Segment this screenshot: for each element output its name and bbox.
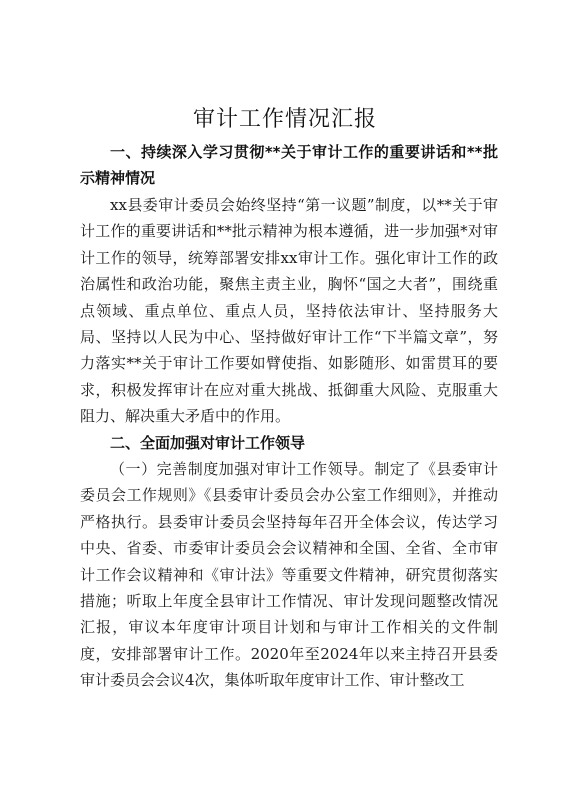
- section-heading-2: 二、全面加强对审计工作领导: [110, 434, 306, 452]
- document-title: 审计工作情况汇报: [192, 107, 377, 132]
- section-heading-1: 一、持续深入学习贯彻**关于审计工作的重要讲话和**批示精神情况: [80, 143, 498, 188]
- section-paragraph-1: xx县委审计委员会始终坚持“第一议题”制度，以**关于审计工作的重要讲话和**批示精神为根本遵循，进一步加强*对审计工作的领导，统筹部署安排xx审计工作。强化审计工作的政治属性和政治功能，聚焦主责主业，胸怀“国之大者”，围绕重点领域、重点单位、重点人员，坚持依法审计、坚持服务大局、坚持以人民为中心、坚持做好审计工作“下半篇文章”，努力落实**关于审计工作要如臂使指、如影随形、如雷贯耳的要求，积极发挥审计在应对重大挑战、抵御重大风险、克服重大阻力、解决重大矛盾中的作用。: [80, 196, 498, 426]
- section-paragraph-2: （一）完善制度加强对审计工作领导。制定了《县委审计委员会工作规则》《县委审计委员会办公室工作细则》，并推动严格执行。县委审计委员会坚持每年召开全体会议，传达学习中央、省委、市委审计委员会会议精神和全国、全省、全市审计工作会议精神和《审计法》等重要文件精神，研究贯彻落实措施；听取上年度全县审计工作情况、审计发现问题整改情况汇报，审议本年度审计项目计划和与审计工作相关的文件制度，安排部署审计工作。2020年至2024年以来主持召开县委审计委员会会议4次，集体听取年度审计工作、审计整改工: [80, 460, 498, 690]
